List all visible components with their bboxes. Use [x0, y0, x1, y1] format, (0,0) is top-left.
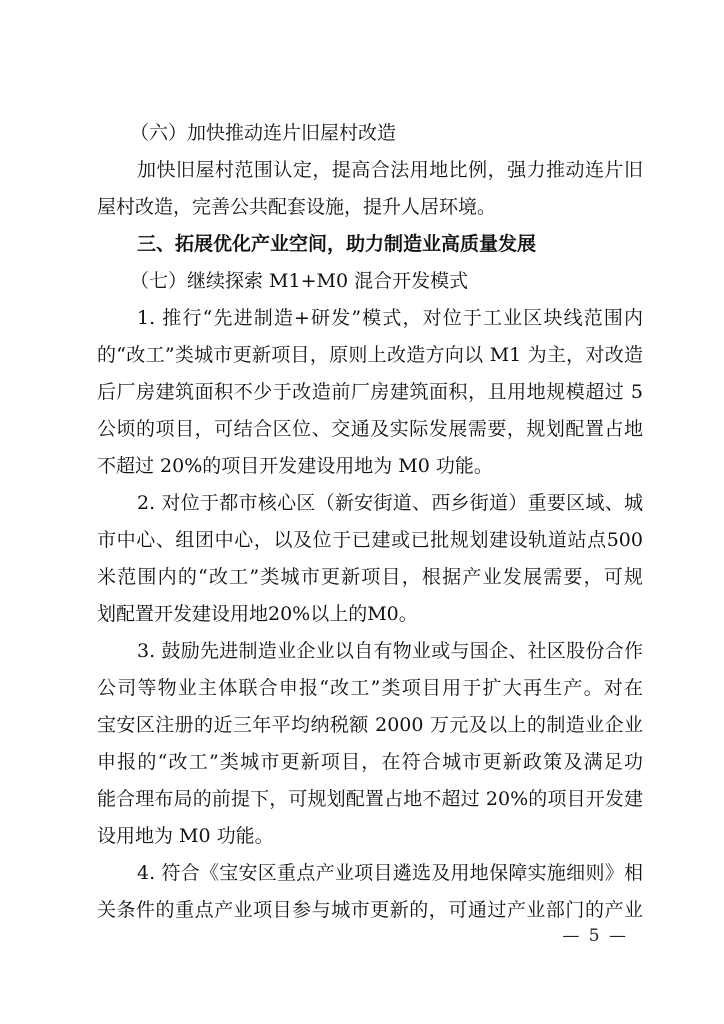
paragraph-line: 的“改工”类城市更新项目，原则上改造方向以 M1 为主，对改造 [97, 344, 643, 366]
paragraph-line: 不超过 20%的项目开发建设用地为 M0 功能。 [97, 455, 493, 477]
paragraph-line: 公司等物业主体联合申报“改工”类项目用于扩大再生产。对在 [97, 677, 643, 699]
paragraph-line: 设用地为 M0 功能。 [97, 825, 274, 847]
paragraph-line: 后厂房建筑面积不少于改造前厂房建筑面积，且用地规模超过 5 [97, 381, 643, 403]
paragraph-line: 加快旧屋村范围认定，提高合法用地比例，强力推动连片旧 [137, 159, 643, 181]
paragraph-line: 2. 对位于都市核心区（新安街道、西乡街道）重要区域、城 [137, 492, 643, 514]
section-6-heading: （六）加快推动连片旧屋村改造 [130, 122, 397, 144]
paragraph-line: 申报的“改工”类城市更新项目，在符合城市更新政策及满足功 [97, 751, 643, 773]
paragraph-line: 划配置开发建设用地20%以上的M0。 [97, 603, 418, 625]
paragraph-line: 能合理布局的前提下，可规划配置占地不超过 20%的项目开发建 [97, 788, 643, 810]
paragraph-line: 屋村改造，完善公共配套设施，提升人居环境。 [97, 196, 497, 218]
page-number: — 5 — [562, 926, 628, 946]
paragraph-line: 4. 符合《宝安区重点产业项目遴选及用地保障实施细则》相 [137, 862, 643, 884]
paragraph-line: 市中心、组团中心，以及位于已建或已批规划建设轨道站点500 [97, 529, 643, 551]
section-3-heading: 三、拓展优化产业空间，助力制造业高质量发展 [137, 233, 537, 255]
paragraph-line: 3. 鼓励先进制造业企业以自有物业或与国企、社区股份合作 [137, 640, 643, 662]
paragraph-line: 公顷的项目，可结合区位、交通及实际发展需要，规划配置占地 [97, 418, 643, 440]
section-7-heading: （七）继续探索 M1+M0 混合开发模式 [130, 270, 469, 292]
paragraph-line: 米范围内的“改工”类城市更新项目，根据产业发展需要，可规 [97, 566, 643, 588]
paragraph-line: 关条件的重点产业项目参与城市更新的，可通过产业部门的产业 [97, 899, 643, 921]
paragraph-line: 1. 推行“先进制造+研发”模式，对位于工业区块线范围内 [137, 307, 643, 329]
paragraph-line: 宝安区注册的近三年平均纳税额 2000 万元及以上的制造业企业 [97, 714, 643, 736]
